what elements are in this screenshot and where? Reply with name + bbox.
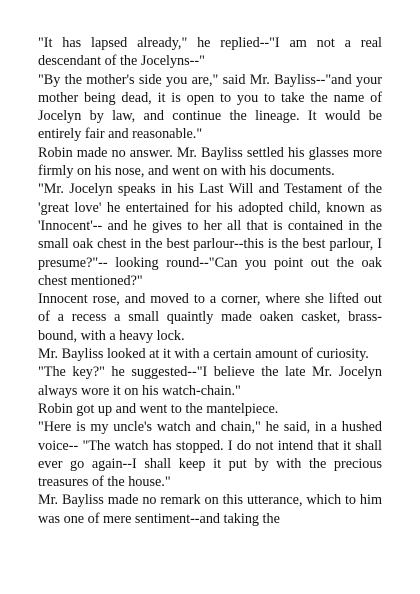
paragraph-6: Mr. Bayliss looked at it with a certain amount of curiosity.: [38, 346, 369, 363]
page-body: [38, 34, 382, 528]
paragraph-10: Mr. Bayliss made no remark on this utterance, which to him was one of mere sentiment--and taking the: [38, 492, 382, 527]
paragraph-7: "The key?" he suggested--"I believe the late Mr. Jocelyn always wore it on his watch-chain.": [38, 364, 382, 399]
paragraph-1: "It has lapsed already," he replied--"I am not a real descendant of the Jocelyns--": [38, 35, 382, 70]
paragraph-2: "By the mother's side you are," said Mr. Bayliss--"and your mother being dead, it is open to you to take the name of Jocelyn by law, and continue the lineage. It would be entirely fair and reasonable.": [38, 71, 382, 143]
paragraph-3: Robin made no answer. Mr. Bayliss settled his glasses more firmly on his nose, and went on with his documents.: [38, 144, 382, 180]
paragraph-8: Robin got up and went to the mantelpiece.: [38, 400, 279, 417]
paragraph-9: "Here is my uncle's watch and chain," he said, in a hushed voice-- "The watch has stopped. I do not intend that it shall ever go again--I shall keep it put by with the precious treasures of the house.": [38, 419, 382, 491]
paragraph-5: Innocent rose, and moved to a corner, where she lifted out of a recess a small quaintly made oaken casket, brass-bound, with a heavy lock.: [38, 291, 382, 344]
paragraph-4: "Mr. Jocelyn speaks in his Last Will and Testament of the 'great love' he entertained for his adopted child, known as 'Innocent'-- and he gives to her all that is contained in the small oak chest in the best parlour--this is the best parlour, I presume?"-- looking round--"Can you point out the oak chest mentioned?": [38, 181, 382, 289]
